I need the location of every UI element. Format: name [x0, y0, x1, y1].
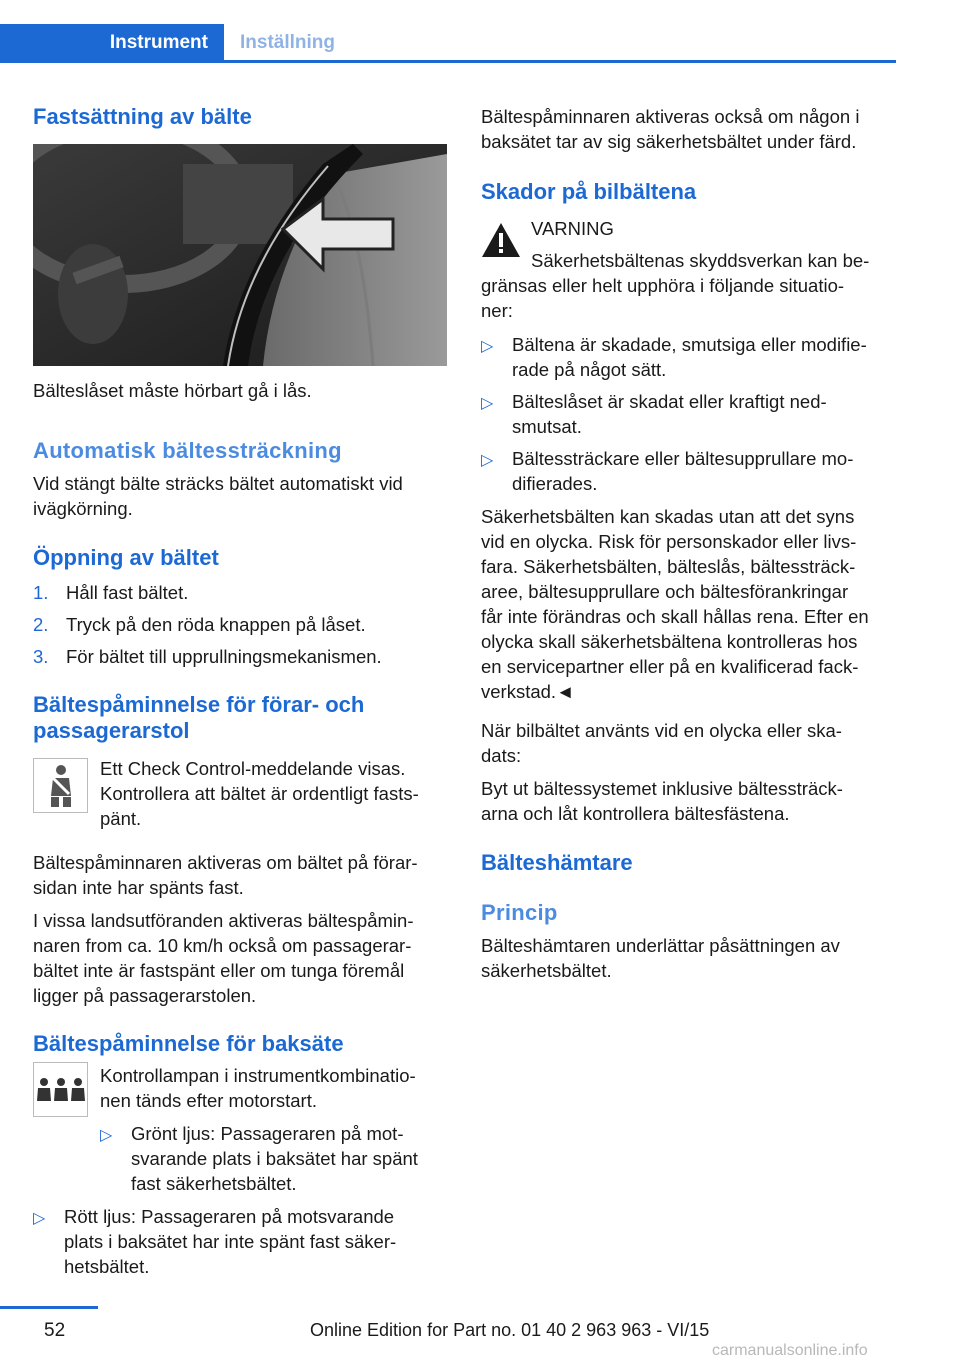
- step-text: För bältet till upprullningsmekanismen.: [66, 646, 382, 667]
- damage-p-line-5: får inte förändras och skall hållas rena. Efter en: [481, 606, 869, 627]
- damage-p-line-2: vid en olycka. Risk för personskador eller livs-: [481, 531, 857, 552]
- after-p1-line-1: När bilbältet använts vid en olycka eller ska-: [481, 720, 842, 741]
- tab-instrument[interactable]: Instrument: [0, 24, 224, 62]
- watermark: carmanualsonline.info: [712, 1342, 868, 1359]
- step-text: Tryck på den röda knappen på låset.: [66, 614, 366, 635]
- warning-line-1: Säkerhetsbältenas skyddsverkan kan be-: [531, 250, 870, 271]
- photo-caption: Bälteslåset måste hörbart gå i lås.: [33, 380, 312, 401]
- bullet-triangle-icon: ▷: [481, 452, 494, 469]
- edition-text: Online Edition for Part no. 01 40 2 963 963 - VI/15: [310, 1320, 710, 1340]
- after-p2-line-2: arna och låt kontrollera bältesfästena.: [481, 803, 790, 824]
- reminder-front-p1-line-1: Bältespåminnaren aktiveras om bältet på förar-: [33, 852, 418, 873]
- page-header: [0, 0, 960, 64]
- header-divider: [0, 60, 896, 63]
- three-persons-icon: [36, 1077, 86, 1103]
- bullet-2-line-1: [481, 389, 827, 416]
- heading-retriever: Bälteshämtare: [481, 850, 633, 875]
- bullet-2-line-2: smutsat.: [512, 416, 582, 437]
- heading-auto-tension: Automatisk bältessträckning: [33, 438, 342, 463]
- warning-triangle-icon: [481, 222, 521, 258]
- auto-tension-line-2: ivägkörning.: [33, 498, 133, 519]
- after-p1-line-2: dats:: [481, 745, 522, 766]
- damage-p-line-7: en servicepartner eller på en kvalificerad fack-: [481, 656, 859, 677]
- reminder-front-p2-line-4: ligger på passagerarstolen.: [33, 985, 257, 1006]
- reminder-rear-icon-line-1: Kontrollampan i instrumentkombinatio-: [100, 1065, 416, 1086]
- page-number: 52: [44, 1320, 66, 1341]
- warning-line-2: gränsas eller helt upphöra i följande situatio-: [481, 275, 845, 296]
- reminder-front-p2-line-1: I vissa landsutföranden aktiveras bältespåmin-: [33, 910, 414, 931]
- heading-reminder-rear: Bältespåminnelse för baksäte: [33, 1031, 344, 1056]
- bullet-3-line-1: [481, 446, 853, 473]
- step-number: 3.: [33, 646, 49, 667]
- damage-p-line-3: fara. Säkerhetsbälten, bälteslås, bältessträck-: [481, 556, 856, 577]
- tab-installning[interactable]: Inställning: [240, 32, 335, 53]
- heading-reminder-front-2: passagerarstol: [33, 718, 190, 743]
- reminder-front-p1-line-2: sidan inte har spänts fast.: [33, 877, 244, 898]
- warning-line-3: ner:: [481, 300, 513, 321]
- step-number: 2.: [33, 614, 49, 635]
- bullet-1-line-2: rade på något sätt.: [512, 359, 667, 380]
- red-light-line-1: [33, 1204, 394, 1231]
- step-text: Håll fast bältet.: [66, 582, 189, 603]
- bullet-1-line-1: [481, 332, 867, 359]
- opening-step-2: [33, 612, 366, 637]
- bullet-1-text: Bältena är skadade, smutsiga eller modifie-: [512, 334, 867, 355]
- seatbelt-buckle-illustration: [33, 144, 447, 366]
- damage-p-line-4: aree, bältesupprullare och bältesförankringar: [481, 581, 849, 602]
- principle-line-2: säkerhetsbältet.: [481, 960, 612, 981]
- footer-divider: [0, 1306, 98, 1309]
- green-light-line-3: fast säkerhetsbältet.: [131, 1173, 297, 1194]
- warning-label: VARNING: [531, 218, 614, 239]
- bullet-2-text: Bälteslåset är skadat eller kraftigt ned-: [512, 391, 827, 412]
- rear-seat-indicator-icon: [33, 1062, 88, 1117]
- green-light-line-2: svarande plats i baksätet har spänt: [131, 1148, 418, 1169]
- heading-fastening: Fastsättning av bälte: [33, 104, 252, 129]
- bullet-3-text: Bältessträckare eller bältesupprullare mo-: [512, 448, 854, 469]
- seatbelt-photo: [33, 144, 447, 366]
- rear-p-line-2: baksätet tar av sig säkerhetsbältet under färd.: [481, 131, 857, 152]
- reminder-front-p2-line-2: naren from ca. 10 km/h också om passagerar-: [33, 935, 412, 956]
- bullet-triangle-icon: ▷: [100, 1127, 113, 1144]
- heading-damage: Skador på bilbältena: [481, 179, 697, 204]
- bullet-3-line-2: difierades.: [512, 473, 598, 494]
- green-light-text-1: Grönt ljus: Passageraren på mot-: [131, 1123, 404, 1144]
- heading-opening: Öppning av bältet: [33, 545, 219, 570]
- auto-tension-line-1: Vid stängt bälte sträcks bältet automatiskt vid: [33, 473, 403, 494]
- damage-p-line-6: olycka skall säkerhetsbältena kontrolleras hos: [481, 631, 858, 652]
- red-light-line-2: plats i baksätet har inte spänt fast säker-: [64, 1231, 397, 1252]
- heading-principle: Princip: [481, 900, 558, 925]
- principle-line-1: Bälteshämtaren underlättar påsättningen av: [481, 935, 840, 956]
- red-light-text-1: Rött ljus: Passageraren på motsvarande: [64, 1206, 395, 1227]
- reminder-front-p2-line-3: bältet inte är fastspänt eller om tunga föremål: [33, 960, 405, 981]
- reminder-front-icon-line-1: Ett Check Control-meddelande visas.: [100, 758, 406, 779]
- rear-p-line-1: Bältespåminnaren aktiveras också om någon i: [481, 106, 860, 127]
- bullet-triangle-icon: ▷: [481, 338, 494, 355]
- seated-person-belt-icon: [44, 764, 78, 808]
- step-number: 1.: [33, 582, 49, 603]
- reminder-front-icon-line-2: Kontrollera att bältet är ordentligt fasts-: [100, 783, 419, 804]
- red-light-line-3: hetsbältet.: [64, 1256, 150, 1277]
- after-p2-line-1: Byt ut bältessystemet inklusive bältessträck-: [481, 778, 843, 799]
- damage-p-line-1: Säkerhetsbälten kan skadas utan att det syns: [481, 506, 855, 527]
- reminder-rear-icon-line-2: nen tänds efter motorstart.: [100, 1090, 317, 1111]
- heading-reminder-front-1: Bältespåminnelse för förar- och: [33, 692, 365, 717]
- seatbelt-warning-icon: [33, 758, 88, 813]
- opening-step-1: [33, 580, 188, 605]
- reminder-front-icon-line-3: pänt.: [100, 808, 142, 829]
- damage-p-line-8: verkstad.◄: [481, 681, 575, 702]
- bullet-triangle-icon: ▷: [481, 395, 494, 412]
- opening-step-3: [33, 644, 382, 669]
- green-light-line-1: [100, 1121, 404, 1148]
- bullet-triangle-icon: ▷: [33, 1210, 46, 1227]
